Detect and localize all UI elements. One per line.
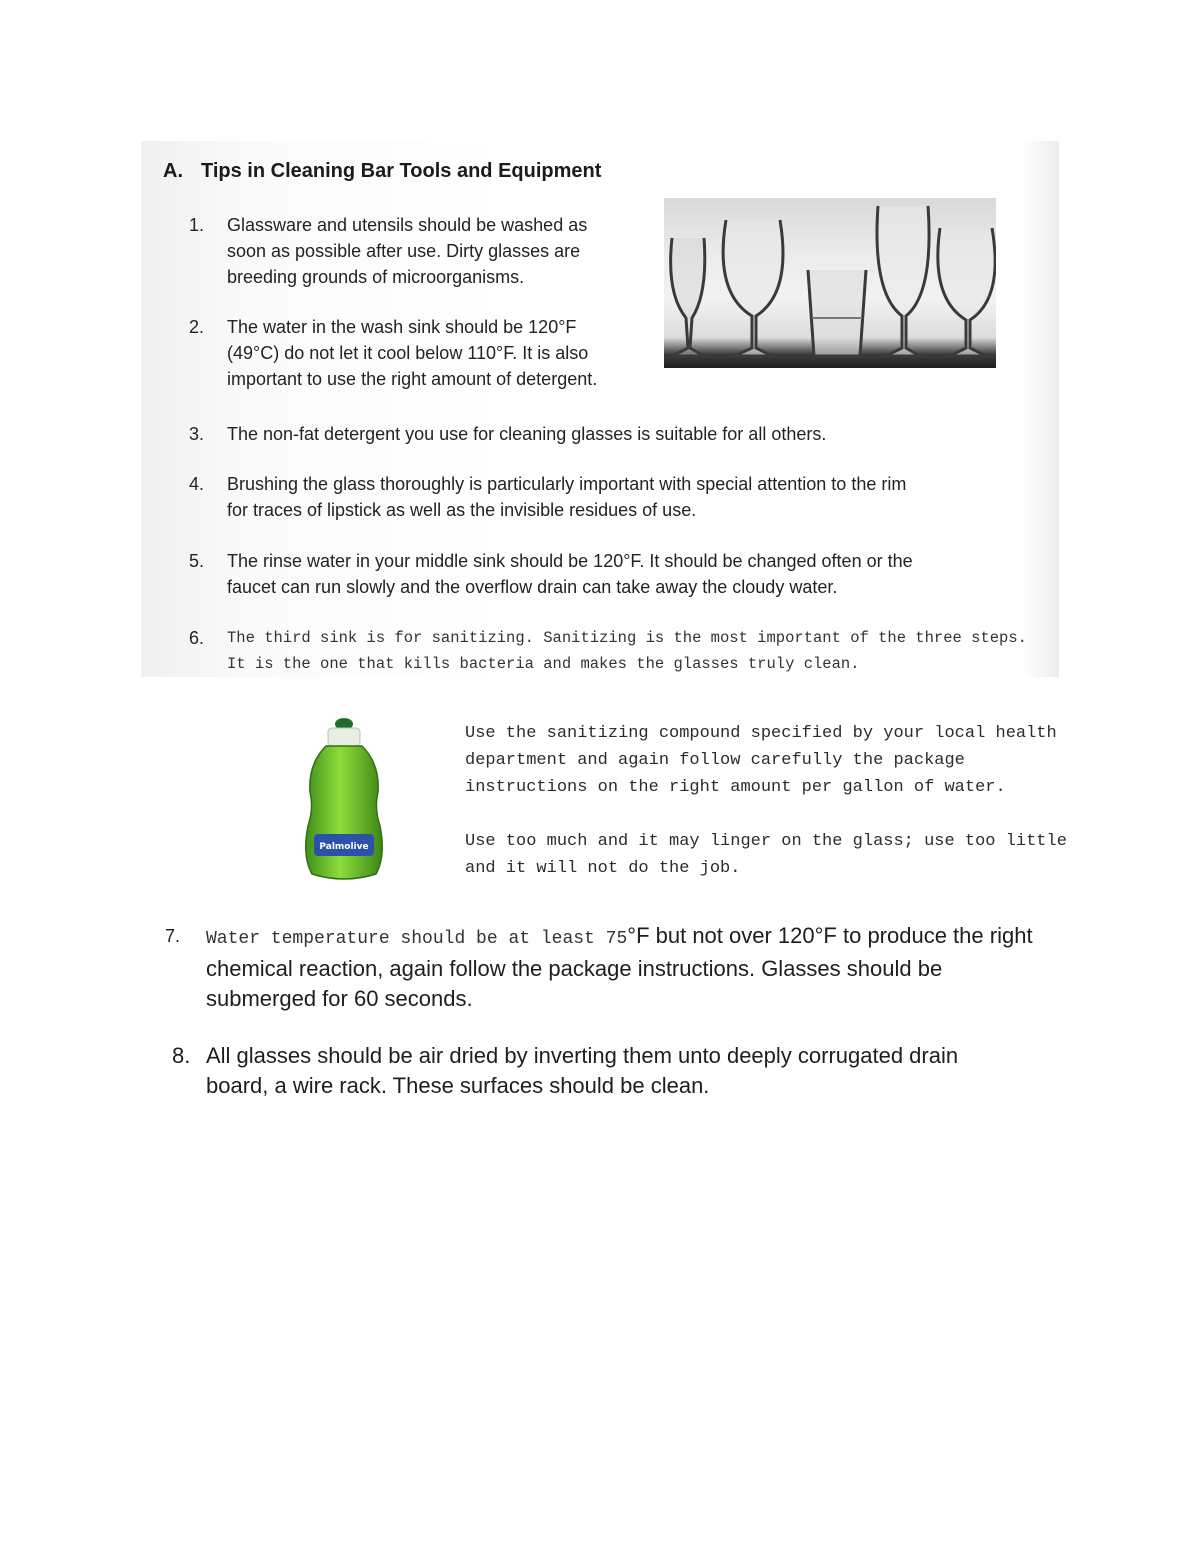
paragraph-line: and it will not do the job. (465, 859, 741, 878)
item-text-line: It is the one that kills bacteria and makes the glasses truly clean. (227, 655, 860, 673)
paragraph-line: instructions on the right amount per gallon of water. (465, 778, 1006, 797)
bottle-brand-text: Palmolive (319, 842, 369, 852)
bottle-body (306, 746, 383, 879)
item-text-line: Glassware and utensils should be washed as (227, 215, 588, 235)
item-number: 4. (189, 474, 205, 494)
paragraph-line: Use too much and it may linger on the glass; use too little (465, 832, 1067, 851)
list-item-6 (189, 625, 1027, 677)
item-text-line: breeding grounds of microorganisms. (227, 267, 525, 287)
item-text-line: All glasses should be air dried by inverting them unto deeply corrugated drain (206, 1043, 959, 1068)
item-text-line: The rinse water in your middle sink should be 120°F. It should be changed often or the (227, 551, 913, 571)
section-title: Tips in Cleaning Bar Tools and Equipment (201, 160, 602, 182)
list-item-4 (189, 471, 906, 523)
glassware-photo (664, 198, 996, 368)
sanitizer-instructions (465, 720, 1067, 882)
section-heading (163, 160, 601, 183)
item-text-line: faucet can run slowly and the overflow drain can take away the cloudy water. (227, 577, 838, 597)
paragraph-line: Use the sanitizing compound specified by your local health (465, 724, 1057, 743)
item-text-line: The non-fat detergent you use for cleaning glasses is suitable for all others. (227, 424, 827, 444)
section-letter: A. (163, 160, 183, 182)
list-item-7 (165, 921, 1033, 1014)
item-text-line: The third sink is for sanitizing. Sanitizing is the most important of the three steps. (227, 629, 1027, 647)
item-text-line: submerged for 60 seconds. (206, 986, 473, 1011)
dish-soap-bottle-image (298, 716, 390, 882)
list-item-2 (189, 314, 597, 392)
item-text-line: (49°C) do not let it cool below 110°F. It is also (227, 343, 589, 363)
item-text-line: The water in the wash sink should be 120°F (227, 317, 577, 337)
list-item-1 (189, 212, 587, 290)
item-number: 1. (189, 215, 205, 235)
list-item-3 (189, 421, 826, 447)
item-text-line: Brushing the glass thoroughly is particularly important with special attention to the rim (227, 474, 907, 494)
item-number: 2. (189, 317, 205, 337)
item-number: 3. (189, 424, 205, 444)
item-text-mono: Water temperature should be at least 75 (206, 929, 628, 949)
bottle-cap (328, 728, 360, 746)
item-text-line: soon as possible after use. Dirty glasses are (227, 241, 581, 261)
item-number: 5. (189, 551, 205, 571)
list-item-8 (172, 1041, 958, 1101)
item-number: 8. (172, 1043, 191, 1068)
item-text-line: chemical reaction, again follow the package instructions. Glasses should be (206, 956, 943, 981)
paragraph-line: department and again follow carefully the package (465, 751, 965, 770)
item-text-line: board, a wire rack. These surfaces should be clean. (206, 1073, 710, 1098)
item-text-line: °F but not over 120°F to produce the right (627, 923, 1033, 948)
item-number: 6. (189, 628, 205, 648)
item-text-line: for traces of lipstick as well as the invisible residues of use. (227, 500, 697, 520)
item-text-line: important to use the right amount of detergent. (227, 369, 598, 389)
list-item-5 (189, 548, 913, 600)
item-number: 7. (165, 926, 181, 946)
